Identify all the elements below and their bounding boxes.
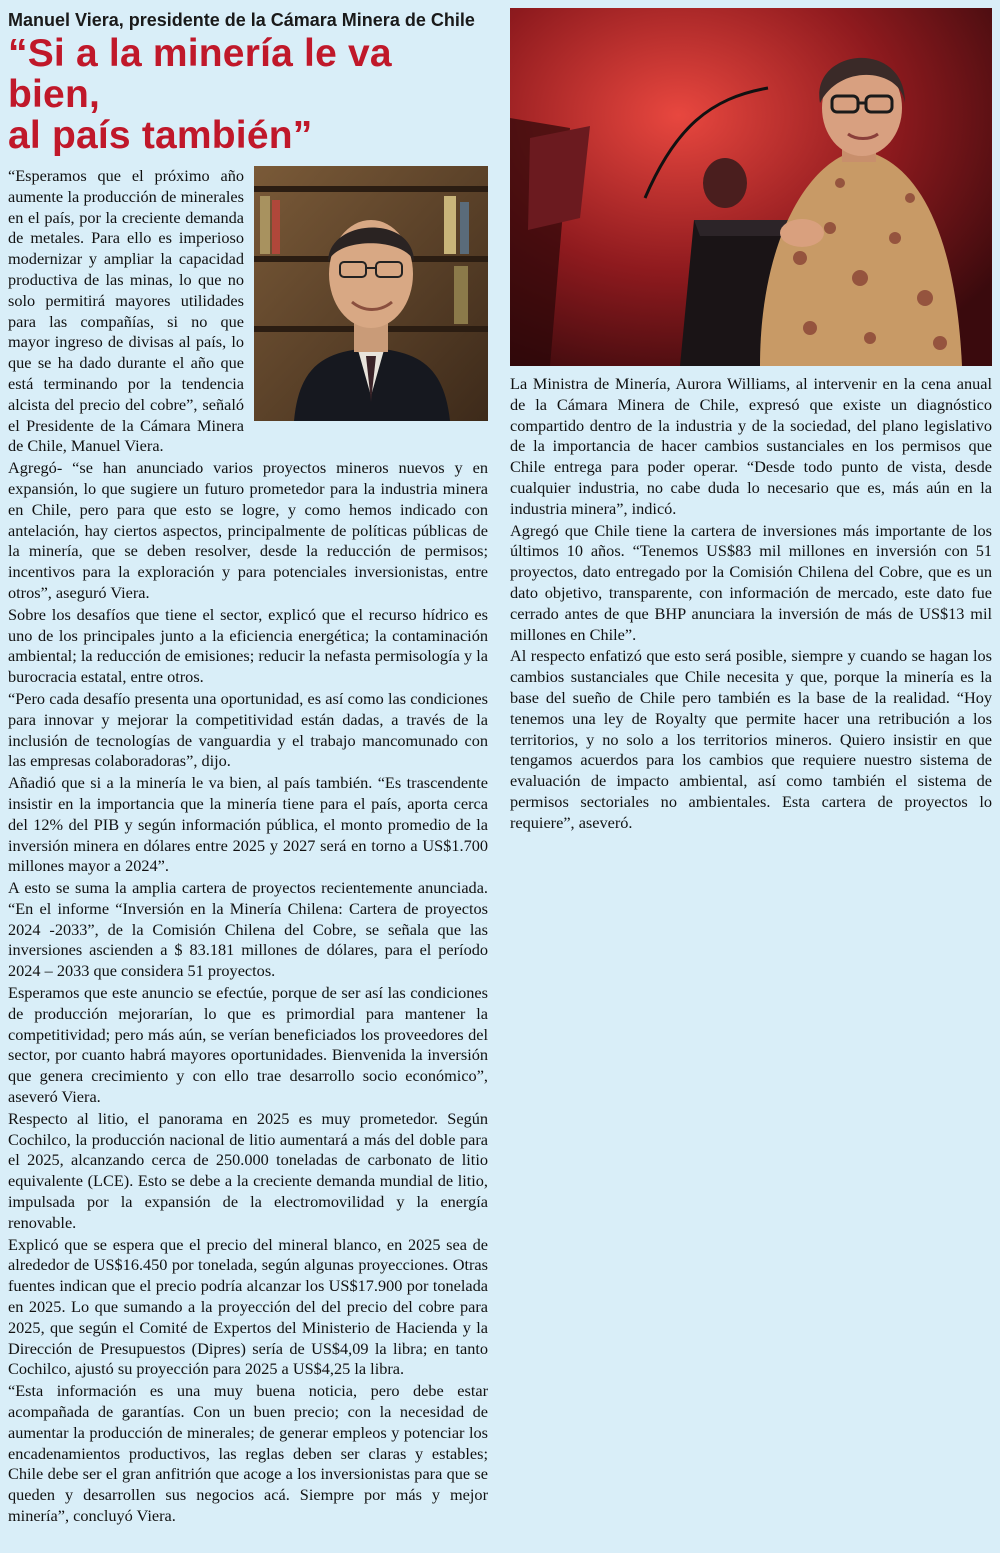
portrait-photo bbox=[254, 166, 488, 421]
left-body bbox=[8, 166, 488, 1527]
right-body bbox=[510, 374, 992, 834]
article-headline bbox=[8, 33, 488, 156]
left-paragraph: Sobre los desafíos que tiene el sector, explicó que el recurso hídrico es uno de los principales junto a la eficiencia energética; la contaminación ambiental; la reducción de emisiones; reducir la nefasta permisología y la burocracia estatal, entre otros. bbox=[8, 604, 488, 687]
left-paragraph: Respecto al litio, el panorama en 2025 es muy prometedor. Según Cochilco, la producción nacional de litio aumentará a más del doble para el 2025, alcanzando cerca de 250.000 toneladas de carbonato de litio equivalente (LCE). Esto se debe a la creciente demanda mundial de litio, impulsada por la expansión de la electromovilidad y la energía renovable. bbox=[8, 1108, 488, 1232]
left-paragraph: Agregó- “se han anunciado varios proyectos mineros nuevos y en expansión, lo que sugiere un futuro prometedor para la industria minera en Chile, pero para que esto se logre, y como hemos indicado con antelación, hay ciertos aspectos, principalmente de políticas públicas de la minería, que se deben resolver, desde la reducción de permisos; incentivos para la exploración y para potenciales inversionistas, entre otros”, aseguró Viera. bbox=[8, 458, 488, 602]
right-column bbox=[510, 8, 992, 835]
left-paragraph: “Esperamos que el próximo año aumente la producción de minerales en el país, por la creciente demanda de metales. Para ello es imperioso modernizar y ampliar la capacidad productiva de las minas, lo que no solo permitirá mayores utilidades para las compañías, si no que mayor ingreso de divisas al país, lo que se ha dado durante el año que está terminando por la tendencia alcista del precio del cobre”, señaló el Presidente de la Cámara Minera de Chile, Manuel Viera. bbox=[8, 166, 244, 456]
left-paragraph: Añadió que si a la minería le va bien, al país también. “Es trascendente insistir en la importancia que la minería tiene para el país, aporta cerca del 12% del PIB y según información pública, el monto promedio de la inversión minera en dólares entre 2025 y 2027 será en torno a US$1.700 millones mayor a 2024”. bbox=[8, 773, 488, 876]
left-column bbox=[8, 8, 488, 1528]
right-paragraph: La Ministra de Minería, Aurora Williams, al intervenir en la cena anual de la Cámara Minera de Chile, expresó que existe un diagnóstico compartido dentro de la industria y de la sociedad, del plano legislativo de la importancia de hacer cambios sustanciales en los permisos que Chile entrega para poder operar. “Desde todo punto de vista, desde cualquier industria, no cabe duda lo necesario que es, más aún en la industria minera”, indicó. bbox=[510, 374, 992, 518]
headline-line-2: al país también” bbox=[8, 114, 313, 157]
left-paragraph: “Esta información es una muy buena noticia, pero debe estar acompañada de garantías. Con un buen precio; con la necesidad de aumentar la producción de minerales; de generar empleos y potenciar los encadenamientos productivos, las reglas deben ser claras y estables; Chile debe ser el gran anfitrión que acoge a los inversionistas para que se queden y desarrollen sus negocios acá. Siempre por más y mejor minería”, concluyó Viera. bbox=[8, 1381, 488, 1525]
right-paragraph: Agregó que Chile tiene la cartera de inversiones más importante de los últimos 10 años. “Tenemos US$83 mil millones en inversión con 51 proyectos, dato entregado por la Comisión Chilena del Cobre, que es un dato objetivo, transparente, con información de mercado, este dato fue cerrado antes de que BHP anunciara la inversión de más de US$13 mil millones en Chile”. bbox=[510, 520, 992, 644]
article-kicker: Manuel Viera, presidente de la Cámara Minera de Chile bbox=[8, 10, 475, 30]
headline-line-1: “Si a la minería le va bien, bbox=[8, 32, 392, 116]
minister-speaking-photo bbox=[510, 8, 992, 366]
left-paragraph: Explicó que se espera que el precio del mineral blanco, en 2025 sea de alrededor de US$16.450 por tonelada, según algunas proyecciones. Otras fuentes indican que el precio podría alcanzar los US$17.900 por tonelada en 2025. Lo que sumando a la proyección del del precio del cobre para 2025, que según el Comité de Expertos del Ministerio de Hacienda y la Dirección de Presupuestos (Dipres) sería de US$4,09 la libra; en tanto Cochilco, ajustó su proyección para 2025 a US$4,25 la libra. bbox=[8, 1234, 488, 1379]
right-paragraph: Al respecto enfatizó que esto será posible, siempre y cuando se hagan los cambios sustanciales que Chile necesita y que, porque la minería es la base del sueño de Chile pero también es la base de la realidad. “Hoy tenemos una ley de Royalty que permite hacer una retribución a los territorios, y no solo a los territorios mineros. Quiero insistir en que tengamos acuerdos para los cambios que requiere nuestro sistema de evaluación de impacto ambiental, así como también el sistema de permisos sectoriales no ambientales. Esta cartera de proyectos lo requiere”, aseveró. bbox=[510, 646, 992, 832]
left-paragraph: Esperamos que este anuncio se efectúe, porque de ser así las condiciones de producción mejorarían, lo que es primordial para mantener la competitividad; pero más aún, se verían beneficiados los proveedores del sector, por cuanto habrá mayores oportunidades. Bienvenida la inversión que genera crecimiento y con ello trae desarrollo socio económico”, aseveró Viera. bbox=[8, 983, 488, 1107]
left-paragraph: “Pero cada desafío presenta una oportunidad, es así como las condiciones para innovar y mejorar la competitividad están dadas, a través de la inclusión de tecnologías de vanguardia y el trabajo mancomunado con las empresas colaboradoras”, dijo. bbox=[8, 688, 488, 771]
left-paragraph: A esto se suma la amplia cartera de proyectos recientemente anunciada. “En el informe “Inversión en la Minería Chilena: Cartera de proyectos 2024 -2033”, de la Comisión Chilena del Cobre, se señala que las inversiones ascienden a $ 83.181 millones de dólares, para el período 2024 – 2033 que considera 51 proyectos. bbox=[8, 878, 488, 981]
